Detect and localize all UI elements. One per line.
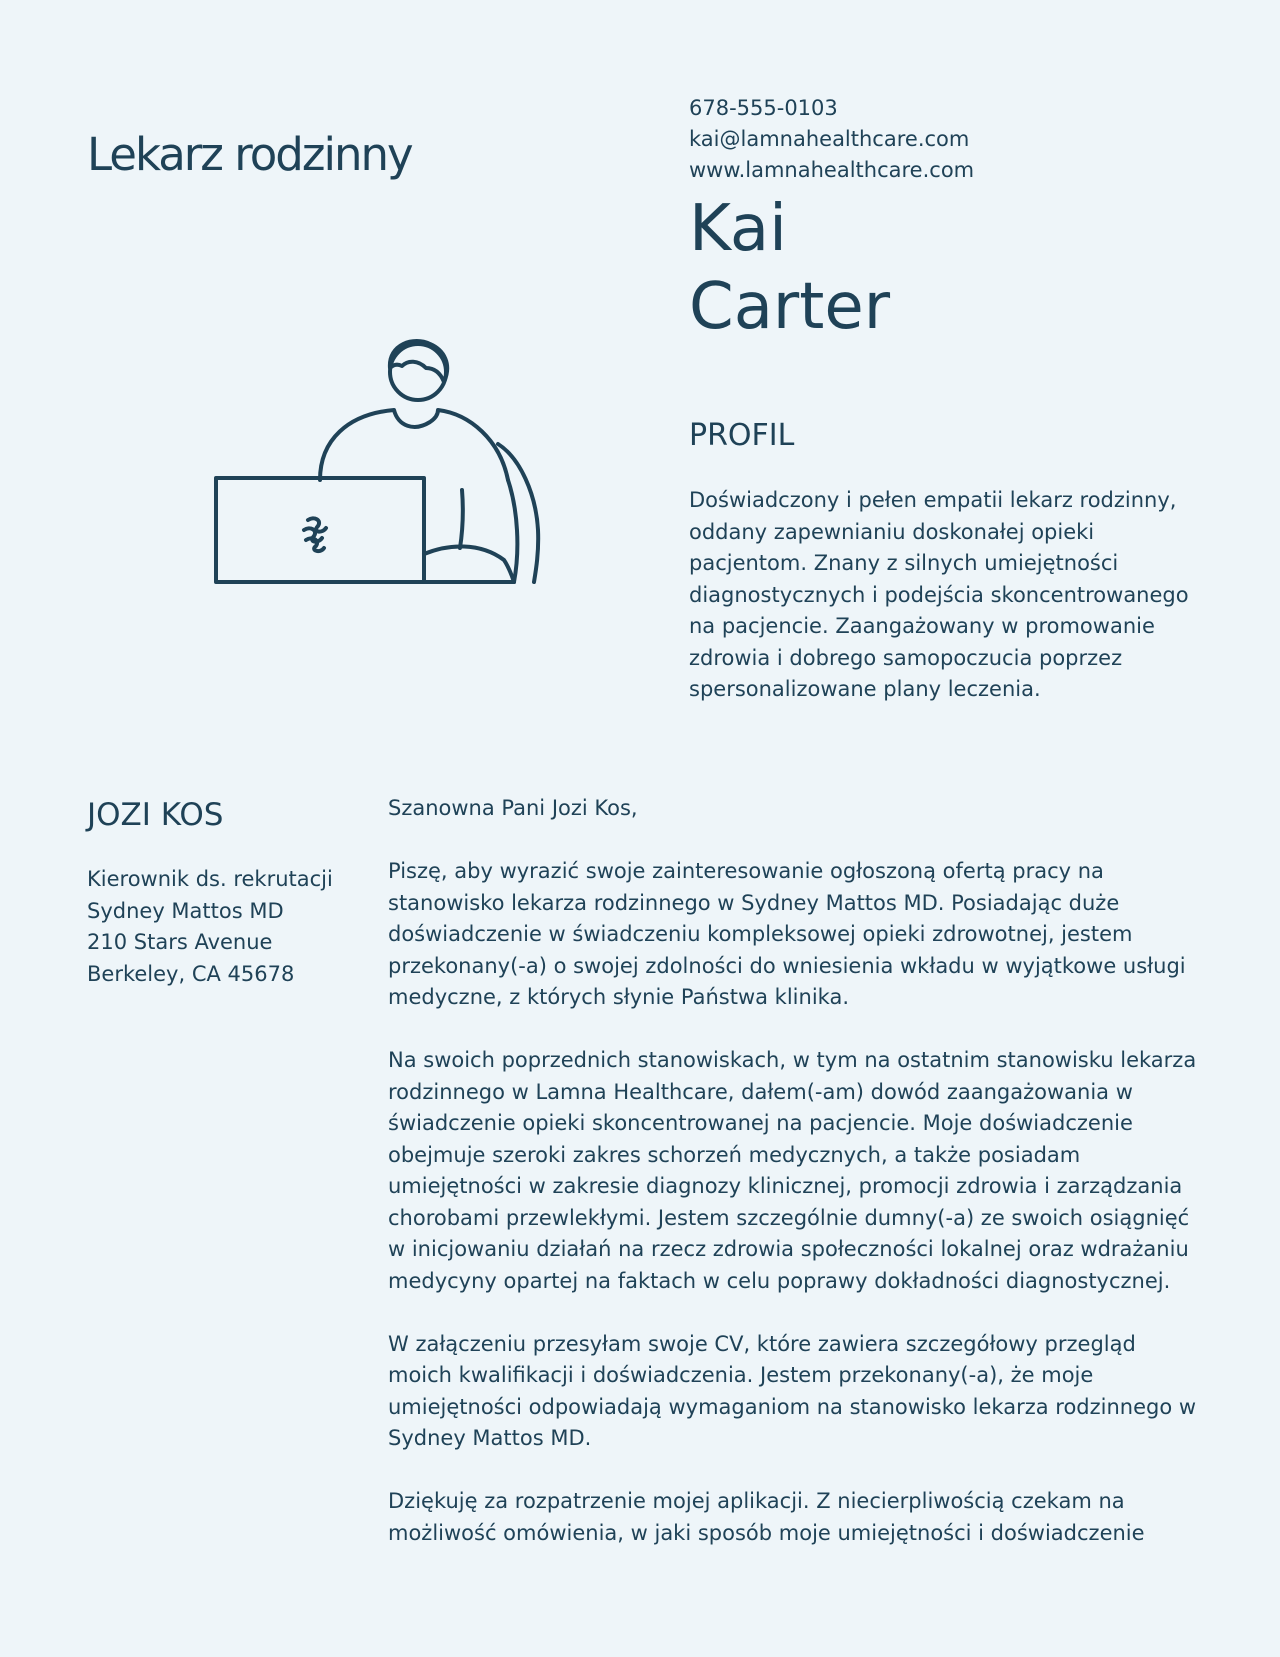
letter-paragraph: W załączeniu przesyłam swoje CV, które zawiera szczegółowy przegląd moich kwalifikacji i doświadczenia. Jestem przekonany(-a), że moje umiejętności odpowiadają wymaganiom na stanowisko lekarza rodzinnego w Sydney Mattos MD.	[388, 1331, 1197, 1450]
last-name: Carter	[689, 270, 890, 344]
recipient-street: 210 Stars Avenue	[87, 930, 273, 954]
letter-paragraph: Dziękuję za rozpatrzenie mojej aplikacji. Z niecierpliwością czekam na możliwość omówienia, w jaki sposób moje umiejętności i doświadczenie	[388, 1489, 1145, 1545]
phone-number: 678-555-0103	[689, 96, 838, 120]
recipient-company: Sydney Mattos MD	[87, 898, 284, 923]
letter-body	[388, 793, 1198, 1581]
letter-paragraph: Na swoich poprzednich stanowiskach, w tym na ostatnim stanowisku lekarza rodzinnego w Lamna Healthcare, dałem(-am) dowód zaangażowania w świadczenie opieki skoncentrowanej na pacjencie. Moje doświadczenie obejmuje szeroki zakres schorzeń medycznych, a także posiadam umiejętności w zakresie diagnozy klinicznej, promocji zdrowia i zarządzania chorobami przewlekłymi. Jestem szczególnie dumny(-a) ze swoich osiągnięć w inicjowaniu działań na rzecz zdrowia społeczności lokalnej oraz wdrażaniu medycyny opartej na faktach w celu poprawy dokładności diagnostycznej.	[388, 1048, 1197, 1293]
recipient-name: JOZI KOS	[87, 797, 224, 833]
letter-paragraph: Piszę, aby wyrazić swoje zainteresowanie ogłoszoną ofertą pracy na stanowisko lekarza rodzinnego w Sydney Mattos MD. Posiadając duże doświadczenie w świadczeniu kompleksowej opieki zdrowotnej, jestem przekonany(-a) o swojej zdolności do wniesienia wkładu w wyjątkowe usługi medyczne, z których słynie Państwa klinika.	[388, 859, 1186, 1009]
contact-info	[689, 93, 974, 186]
recipient-details	[87, 864, 333, 990]
recipient-role: Kierownik ds. rekrutacji	[87, 867, 333, 891]
first-name: Kai	[689, 192, 787, 266]
profile-heading: PROFIL	[689, 418, 795, 453]
email-address: kai@lamnahealthcare.com	[689, 127, 970, 151]
profile-text: Doświadczony i pełen empatii lekarz rodzinny, oddany zapewnianiu doskonałej opieki pacjentom. Znany z silnych umiejętności diagnostycznych i podejścia skoncentrowanego na pacjencie. Zaangażowany w promowanie zdrowia i dobrego samopoczucia poprzez spersonalizowane plany leczenia.	[689, 488, 1189, 701]
letter-salutation: Szanowna Pani Jozi Kos,	[388, 796, 638, 820]
applicant-name	[689, 190, 890, 346]
website-url: www.lamnahealthcare.com	[689, 158, 975, 182]
job-title: Lekarz rodzinny	[87, 128, 412, 181]
person-at-laptop-icon	[208, 330, 548, 590]
recipient-city: Berkeley, CA 45678	[87, 961, 295, 986]
